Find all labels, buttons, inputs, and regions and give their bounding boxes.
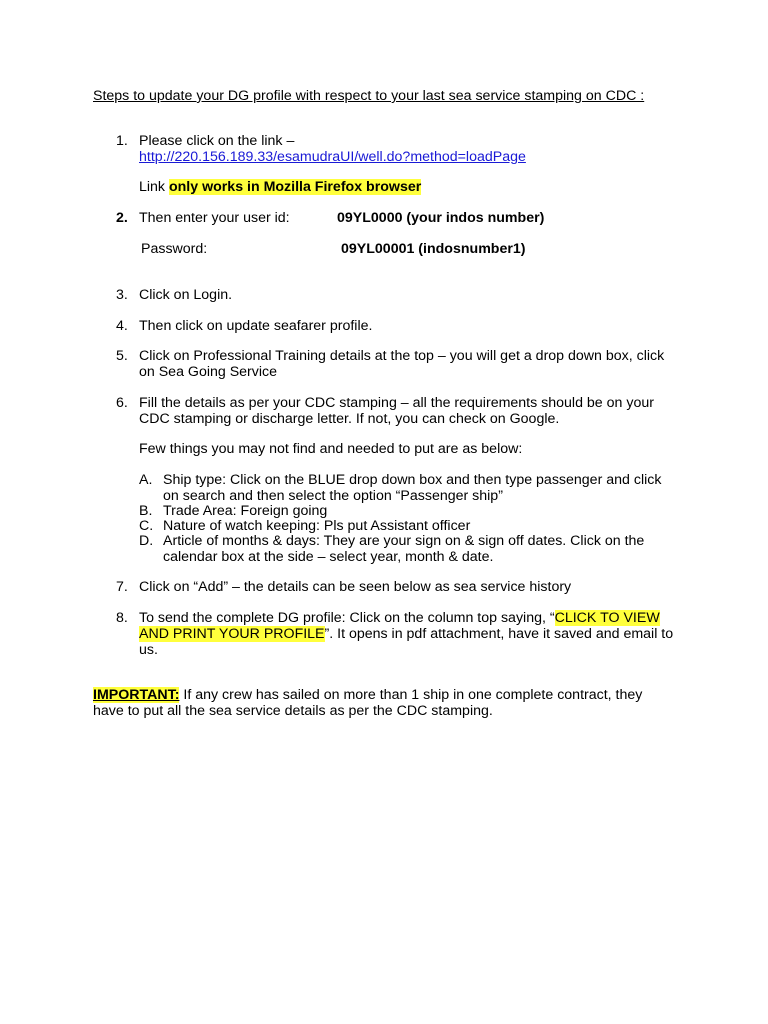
step-6-number: 6. [116,395,128,411]
subitem-b-line-1: Trade Area: Foreign going [163,503,328,519]
step-2-number: 2. [116,210,128,226]
subitem-d-line-1: Article of months & days: They are your sign on & sign off dates. Click on the [163,533,645,549]
click-to-view-highlight: CLICK TO VIEW [554,610,660,626]
step-8-line-1 [139,610,660,626]
important-line-2: have to put all the sea service details as per the CDC stamping. [93,703,493,719]
subitem-a-line-1: Ship type: Click on the BLUE drop down box and then type passenger and click [163,472,662,488]
subitem-d-letter: D. [139,533,154,549]
password-label: Password: [141,241,208,257]
firefox-only-highlight: only works in Mozilla Firefox browser [168,179,422,195]
step-4-text: Then click on update seafarer profile. [139,318,373,334]
subitem-c-line-1: Nature of watch keeping: Pls put Assistant officer [163,518,471,534]
step-5-text-line-1: Click on Professional Training details at the top – you will get a drop down box, click [139,348,665,364]
subitem-a-letter: A. [139,472,153,488]
subitem-b-letter: B. [139,503,153,519]
important-text-1: If any crew has sailed on more than 1 ship in one complete contract, they [179,687,643,703]
step-8-number: 8. [116,610,128,626]
step-8-line-3: us. [139,642,158,658]
step-7-number: 7. [116,579,128,595]
link-note-prefix: Link [139,179,169,195]
step-7-text: Click on “Add” – the details can be seen below as sea service history [139,579,572,595]
step-1-url-line [139,149,526,165]
user-id-value: 09YL0000 (your indos number) [337,210,545,226]
password-value: 09YL00001 (indosnumber1) [341,241,526,257]
step-1-browser-note [139,179,421,195]
print-profile-highlight: AND PRINT YOUR PROFILE [139,626,325,642]
step-8-prefix: To send the complete DG profile: Click on the column top saying, “ [139,610,555,626]
esamudra-link[interactable]: http://220.156.189.33/esamudraUI/well.do?method=loadPage [139,149,526,165]
step-6-intro: Few things you may not find and needed to put are as below: [139,441,523,457]
step-3-text: Click on Login. [139,287,233,303]
step-8-suffix: ”. It opens in pdf attachment, have it saved and email to [324,626,674,642]
step-1-text: Please click on the link – [139,133,295,149]
step-5-text-line-2: on Sea Going Service [139,364,278,380]
subitem-a-line-2: on search and then select the option “Passenger ship” [163,488,503,504]
important-label: IMPORTANT: [93,687,180,703]
subitem-d-line-2: calendar box at the side – select year, month & date. [163,549,494,565]
step-5-number: 5. [116,348,128,364]
page-heading: Steps to update your DG profile with respect to your last sea service stamping on CDC : [93,88,645,104]
subitem-c-letter: C. [139,518,154,534]
step-1-number: 1. [116,133,128,149]
step-6-text-line-1: Fill the details as per your CDC stamping – all the requirements should be on your [139,395,654,411]
step-6-text-line-2: CDC stamping or discharge letter. If not, you can check on Google. [139,411,560,427]
step-3-number: 3. [116,287,128,303]
step-8-line-2 [139,626,673,642]
step-4-number: 4. [116,318,128,334]
user-id-label: Then enter your user id: [139,210,290,226]
important-line-1 [93,687,642,703]
